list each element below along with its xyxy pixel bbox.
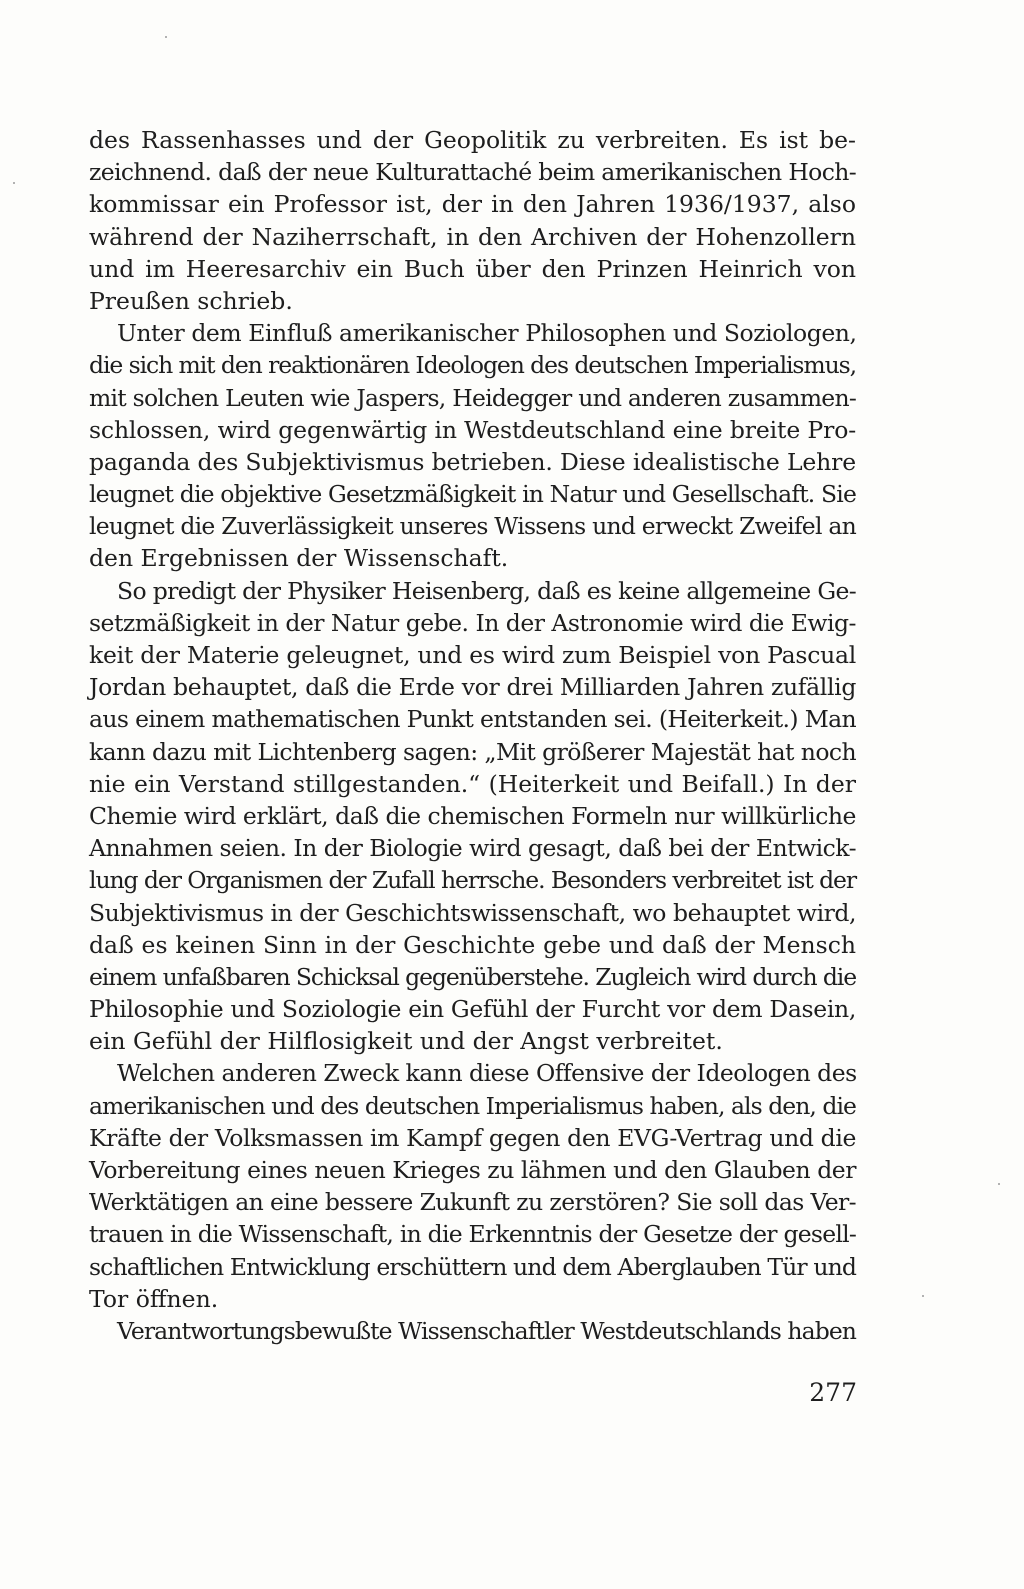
text-line: Vorbereitung eines neuen Krieges zu lähmen und den Glauben der	[89, 1156, 856, 1184]
paper-speck	[13, 182, 15, 184]
text-line: Chemie wird erklärt, daß die chemischen Formeln nur willkürliche	[89, 801, 856, 830]
text-line: mit solchen Leuten wie Jaspers, Heidegger und anderen zusammen-	[89, 383, 856, 412]
text-line: leugnet die Zuverlässigkeit unseres Wissens und erweckt Zweifel an	[89, 512, 856, 541]
text-line: nie ein Verstand stillgestanden.“ (Heiterkeit und Beifall.) In der	[89, 769, 856, 798]
paper-speck	[165, 36, 167, 38]
text-line: Preußen schrieb.	[89, 286, 293, 315]
text-line: setzmäßigkeit in der Natur gebe. In der Astronomie wird die Ewig-	[89, 608, 856, 637]
text-line: während der Naziherrschaft, in den Archiven der Hohenzollern	[89, 222, 856, 251]
paper-speck	[998, 1183, 1000, 1185]
text-line: amerikanischen und des deutschen Imperialismus haben, als den, die	[89, 1091, 856, 1120]
text-line: den Ergebnissen der Wissenschaft.	[89, 544, 509, 573]
text-line: Philosophie und Soziologie ein Gefühl der Furcht vor dem Dasein,	[89, 995, 856, 1024]
text-line: Werktätigen an eine bessere Zukunft zu zerstören? Sie soll das Ver-	[89, 1188, 856, 1217]
text-line: Unter dem Einfluß amerikanischer Philosophen und Soziologen,	[117, 319, 857, 348]
text-line: paganda des Subjektivismus betrieben. Diese idealistische Lehre	[89, 447, 856, 476]
text-line: kommissar ein Professor ist, der in den Jahren 1936/1937, also	[89, 190, 856, 219]
text-line: aus einem mathematischen Punkt entstanden sei. (Heiterkeit.) Man	[89, 705, 856, 734]
text-line: die sich mit den reaktionären Ideologen des deutschen Imperialismus,	[89, 351, 857, 380]
text-line: daß es keinen Sinn in der Geschichte gebe und daß der Mensch	[89, 930, 856, 959]
text-line: Annahmen seien. In der Biologie wird gesagt, daß bei der Entwick-	[89, 834, 856, 863]
text-line: Jordan behauptet, daß die Erde vor drei Milliarden Jahren zufällig	[89, 673, 857, 702]
text-line: leugnet die objektive Gesetzmäßigkeit in Natur und Gesellschaft. Sie	[89, 480, 857, 509]
text-line: des Rassenhasses und der Geopolitik zu verbreiten. Es ist be-	[89, 126, 856, 154]
body-text	[89, 124, 856, 1347]
text-line: lung der Organismen der Zufall herrsche. Besonders verbreitet ist der	[89, 866, 857, 895]
text-line: schaftlichen Entwicklung erschüttern und dem Aberglauben Tür und	[89, 1252, 856, 1281]
text-line: Welchen anderen Zweck kann diese Offensive der Ideologen des	[117, 1059, 857, 1088]
text-line: schlossen, wird gegenwärtig in Westdeutschland eine breite Pro-	[89, 415, 856, 444]
text-line: Verantwortungsbewußte Wissenschaftler Westdeutschlands haben	[117, 1316, 857, 1345]
text-line: trauen in die Wissenschaft, in die Erkenntnis der Gesetze der gesell-	[89, 1220, 857, 1249]
text-line: So predigt der Physiker Heisenberg, daß es keine allgemeine Ge-	[117, 576, 856, 605]
text-line: keit der Materie geleugnet, und es wird zum Beispiel von Pascual	[89, 641, 856, 669]
text-line: Subjektivismus in der Geschichtswissenschaft, wo behauptet wird,	[89, 898, 856, 927]
page-number: 277	[809, 1378, 857, 1407]
paper-speck	[922, 1295, 924, 1297]
text-line: einem unfaßbaren Schicksal gegenüberstehe. Zugleich wird durch die	[89, 962, 856, 991]
text-line: ein Gefühl der Hilflosigkeit und der Angst verbreitet.	[89, 1027, 723, 1056]
text-line: und im Heeresarchiv ein Buch über den Prinzen Heinrich von	[89, 254, 856, 283]
text-line: Kräfte der Volksmassen im Kampf gegen den EVG-Vertrag und die	[89, 1123, 856, 1152]
text-line: kann dazu mit Lichtenberg sagen: „Mit größerer Majestät hat noch	[89, 737, 857, 766]
text-line: Tor öffnen.	[89, 1284, 219, 1313]
text-line: zeichnend. daß der neue Kulturattaché beim amerikanischen Hoch-	[89, 158, 856, 187]
